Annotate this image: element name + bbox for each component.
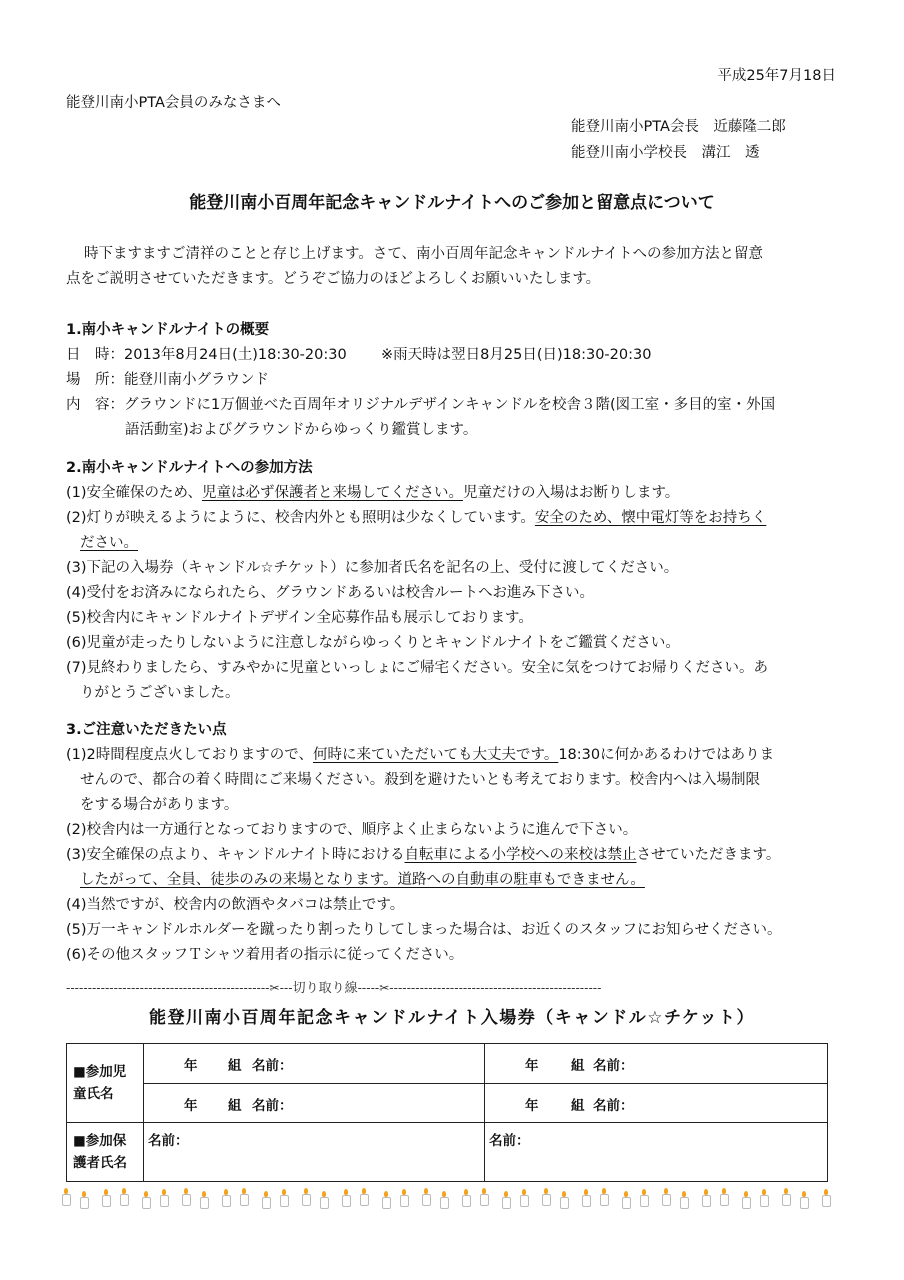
s3-item-3 xyxy=(66,843,780,864)
candle-icon xyxy=(462,1195,471,1207)
candle-icon xyxy=(782,1194,791,1206)
cut-line-right: -----✂------------------------------------------------- xyxy=(357,981,602,995)
recipient: 能登川南小PTA会員のみなさまへ xyxy=(66,95,281,111)
candle-icon xyxy=(582,1195,591,1207)
s2-item-1-tail: 児童だけの入場はお断りします。 xyxy=(462,485,680,501)
candle-icon xyxy=(382,1197,391,1209)
candle-icon xyxy=(360,1194,369,1206)
sender-principal: 能登川南小学校長 溝江 透 xyxy=(571,145,760,161)
s3-item-1 xyxy=(66,743,774,764)
s3-item-1-cont-1: せんので、都合の着く時間にご来場ください。殺到を避けたいとも考えております。校舎内へは入場制限 xyxy=(80,772,761,788)
candle-icon xyxy=(720,1194,729,1206)
s3-item-2: (2)校舎内は一方通行となっておりますので、順序よく止まらないように進んで下さい。 xyxy=(66,822,638,838)
document-title: 能登川南小百周年記念キャンドルナイトへのご参加と留意点について xyxy=(189,193,715,213)
s2-item-1-emphasis: 児童は必ず保護者と来場してください。 xyxy=(201,485,463,501)
candle-icon xyxy=(222,1195,231,1207)
s3-item-4: (4)当然ですが、校舎内の飲酒やタバコは禁止です。 xyxy=(66,897,405,913)
grade-label: 年 xyxy=(525,1097,539,1114)
class-label: 組 xyxy=(571,1097,585,1114)
place-label: 場 所： xyxy=(66,372,124,388)
candle-icon xyxy=(62,1194,71,1206)
name-label: 名前： xyxy=(252,1097,293,1114)
document-date: 平成25年7月18日 xyxy=(717,68,836,84)
candle-icon xyxy=(400,1195,409,1207)
ticket-table xyxy=(66,1043,828,1182)
child-entry-2[interactable] xyxy=(485,1044,828,1084)
content-label: 内 容： xyxy=(66,397,124,413)
guardian-entry-1[interactable] xyxy=(144,1123,485,1182)
child-entry-1[interactable] xyxy=(144,1044,485,1084)
grade-label: 年 xyxy=(525,1058,539,1074)
section-2-heading: 2.南小キャンドルナイトへの参加方法 xyxy=(66,460,313,476)
class-label: 組 xyxy=(571,1058,585,1074)
content-line-1: グラウンドに1万個並べた百周年オリジナルデザインキャンドルを校舎３階(図工室・多目的室・外国 xyxy=(124,397,776,413)
section-3-heading: 3.ご注意いただきたい点 xyxy=(66,722,227,738)
candle-icon xyxy=(502,1197,511,1209)
candle-decoration xyxy=(62,1190,842,1210)
candle-icon xyxy=(200,1197,209,1209)
name-label: 名前： xyxy=(593,1058,634,1074)
content-line-2: 語活動室)およびグラウンドからゆっくり鑑賞します。 xyxy=(125,422,478,438)
candle-icon xyxy=(422,1194,431,1206)
child-label-2: 童氏名 xyxy=(73,1086,114,1102)
candle-icon xyxy=(320,1197,329,1209)
s3-item-3-emphasis: 自転車による小学校への来校は禁止 xyxy=(404,847,637,863)
guardian-entry-2[interactable] xyxy=(485,1123,828,1182)
child-entry-4[interactable] xyxy=(485,1083,828,1123)
cut-line-left: -----------------------------------------------✂--- xyxy=(66,981,293,995)
guardian-label-2: 護者氏名 xyxy=(73,1155,127,1171)
s3-item-3-text: (3)安全確保の点より、キャンドルナイト時における xyxy=(66,847,405,863)
candle-icon xyxy=(822,1195,831,1207)
candle-icon xyxy=(622,1197,631,1209)
name-label: 名前： xyxy=(593,1097,634,1114)
guardian-label-cell xyxy=(67,1123,144,1182)
s2-item-5: (5)校舎内にキャンドルナイトデザイン全応募作品も展示しております。 xyxy=(66,610,533,626)
cut-line-label: 切り取り線 xyxy=(292,981,358,996)
candle-icon xyxy=(800,1197,809,1209)
s3-item-1-tail: 18:30に何かあるわけではありま xyxy=(558,747,775,763)
candle-icon xyxy=(280,1195,289,1207)
date-label: 日 時： xyxy=(66,347,124,363)
grade-label: 年 xyxy=(184,1097,198,1114)
candle-icon xyxy=(600,1194,609,1206)
s3-item-1-text: (1)2時間程度点火しておりますので、 xyxy=(66,747,313,763)
candle-icon xyxy=(240,1194,249,1206)
s2-item-6: (6)児童が走ったりしないように注意しながらゆっくりとキャンドルナイトをご鑑賞ください。 xyxy=(66,635,680,651)
s2-item-2 xyxy=(66,506,766,527)
candle-icon xyxy=(440,1197,449,1209)
candle-icon xyxy=(640,1195,649,1207)
candle-icon xyxy=(760,1195,769,1207)
name-label: 名前： xyxy=(252,1058,293,1074)
candle-icon xyxy=(742,1197,751,1209)
s2-item-2-text: (2)灯りが映えるようにように、校舎内外とも照明は少なくしています。 xyxy=(66,510,535,526)
event-date-row xyxy=(66,343,347,364)
child-label-cell xyxy=(67,1044,144,1123)
event-content-row xyxy=(66,393,775,414)
candle-icon xyxy=(520,1195,529,1207)
ticket-title: 能登川南小百周年記念キャンドルナイト入場券（キャンドル☆チケット） xyxy=(148,1008,756,1028)
candle-icon xyxy=(160,1195,169,1207)
s3-item-3-cont: したがって、全員、徒歩のみの来場となります。道路への自動車の駐車もできません。 xyxy=(80,872,645,888)
s2-item-1-text: (1)安全確保のため、 xyxy=(66,485,202,501)
event-place-row xyxy=(66,368,269,389)
grade-label: 年 xyxy=(184,1058,198,1074)
s2-item-7-cont: りがとうございました。 xyxy=(80,685,240,701)
date-value: 2013年8月24日(土)18:30-20:30 xyxy=(124,347,347,363)
section-1-heading: 1.南小キャンドルナイトの概要 xyxy=(66,322,270,338)
candle-icon xyxy=(302,1194,311,1206)
candle-icon xyxy=(680,1197,689,1209)
s3-item-3-tail: させていただきます。 xyxy=(636,847,781,863)
rain-note: ※雨天時は翌日8月25日(日)18:30-20:30 xyxy=(381,347,652,363)
s2-item-2-cont: ださい。 xyxy=(80,535,138,551)
candle-icon xyxy=(542,1194,551,1206)
s2-item-7: (7)見終わりましたら、すみやかに児童といっしょにご帰宅ください。安全に気をつけてお帰りください。あ xyxy=(66,660,769,676)
s2-item-3: (3)下記の入場券（キャンドル☆チケット）に参加者氏名を記名の上、受付に渡してください。 xyxy=(66,560,679,576)
intro-line-1: 時下ますますご清祥のことと存じ上げます。さて、南小百周年記念キャンドルナイトへの参加方法と留意 xyxy=(84,246,764,262)
candle-icon xyxy=(342,1195,351,1207)
cut-line xyxy=(66,977,838,996)
s3-item-1-emphasis: 何時に来ていただいても大丈夫です。 xyxy=(312,747,559,763)
s3-item-1-cont-2: をする場合があります。 xyxy=(80,797,239,813)
sender-pta-president: 能登川南小PTA会長 近藤隆二郎 xyxy=(571,119,786,135)
candle-icon xyxy=(142,1197,151,1209)
candle-icon xyxy=(262,1197,271,1209)
guardian-label-1: ■参加保 xyxy=(73,1133,127,1149)
candle-icon xyxy=(560,1197,569,1209)
s2-item-4: (4)受付をお済みになられたら、グラウンドあるいは校舎ルートへお進み下さい。 xyxy=(66,585,595,601)
candle-icon xyxy=(80,1197,89,1209)
guardian-name-label: 名前： xyxy=(148,1133,189,1149)
guardian-name-label: 名前： xyxy=(489,1133,530,1149)
s2-item-2-emphasis: 安全のため、懐中電灯等をお持ちく xyxy=(534,510,767,526)
child-label-1: ■参加児 xyxy=(73,1064,127,1080)
candle-icon xyxy=(102,1195,111,1207)
s3-item-6: (6)その他スタッフＴシャツ着用者の指示に従ってください。 xyxy=(66,947,464,963)
intro-line-2: 点をご説明させていただきます。どうぞご協力のほどよろしくお願いいたします。 xyxy=(66,271,601,287)
candle-icon xyxy=(182,1194,191,1206)
candle-icon xyxy=(120,1194,129,1206)
s3-item-5: (5)万一キャンドルホルダーを蹴ったり割ったりしてしまった場合は、お近くのスタッフにお知らせください。 xyxy=(66,922,782,938)
candle-icon xyxy=(662,1194,671,1206)
class-label: 組 xyxy=(228,1058,242,1074)
candle-icon xyxy=(702,1195,711,1207)
child-entry-3[interactable] xyxy=(144,1083,485,1123)
s2-item-1 xyxy=(66,481,679,502)
class-label: 組 xyxy=(228,1097,242,1114)
place-value: 能登川南小グラウンド xyxy=(124,372,269,388)
candle-icon xyxy=(480,1194,489,1206)
